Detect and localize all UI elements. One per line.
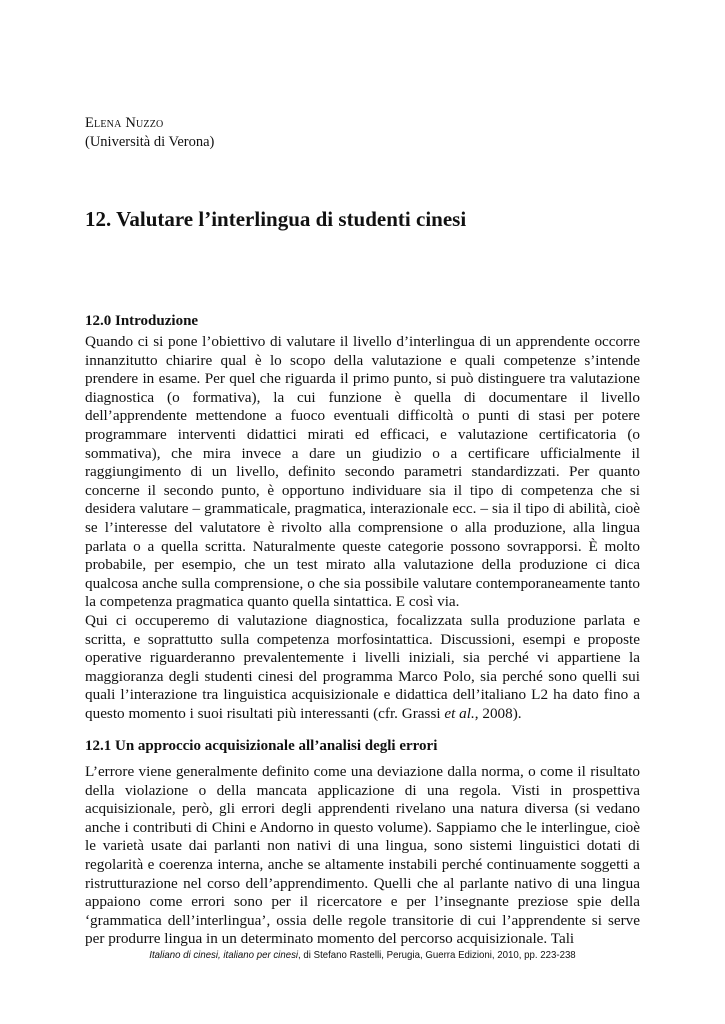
section-heading-approccio: 12.1 Un approccio acquisizionale all’analisi degli errori xyxy=(85,738,438,754)
section-body-approccio xyxy=(85,763,640,949)
paragraph: Quando ci si pone l’obiettivo di valutare il livello d’interlingua di un apprendente occorre innanzitutto chiarire qual è lo scopo della valutazione e quali competenze s’intende prendere in esame. Per quel che riguarda il primo punto, si può distinguere tra valutazione diagnostica (o formativa), la cui funzione è quella di documentare il livello dell’apprendente mettendone a fuoco eventuali difficoltà o punti di stasi per potere programmare interventi didattici mirati ed efficaci, e valutazione certificatoria (o sommativa), che mira invece a dare un giudizio o a certificare ufficialmente il raggiungimento di un livello, definito secondo parametri standardizzati. Per quanto concerne il secondo punto, è opportuno individuare sia il tipo di competenza che si desidera valutare – grammaticale, pragmatica, interazionale ecc. – sia il tipo di abilità, cioè se l’interesse del valutatore è rivolto alla comprensione o alla produzione, alla lingua parlata o a quella scritta. Naturalmente queste categorie possono sovrapporsi. È molto probabile, per esempio, che un test mirato alla valutazione della produzione ci dica qualcosa anche sulla comprensione, o che sia possibile valutare contemporaneamente tanto la competenza pragmatica quanto quella sintattica. E così via. xyxy=(85,333,640,611)
author-block xyxy=(85,114,214,152)
footer-book-title: Italiano di cinesi, italiano per cinesi xyxy=(149,949,299,961)
paragraph: L’errore viene generalmente definito come una deviazione dalla norma, o come il risultato della violazione o della mancata applicazione di una regola. Visti in prospettiva acquisizionale, però, gli errori degli apprendenti rivelano una natura diversa (si vedano anche i contributi di Chini e Andorno in questo volume). Sappiamo che le interlingue, cioè le varietà usate dai parlanti non nativi di una lingua, sono sistemi linguistici dotati di regolarità e coerenza interna, anche se altamente instabili perché continuamente soggetti a ristrutturazione nel corso dell’apprendimento. Quelli che al parlante nativo di una lingua appaiono come errori sono per il ricercatore e per l’insegnante preziose spie della ‘grammatica dell’interlingua’, ossia delle regole transitorie di cui l’apprendente si serve per produrre lingua in un determinato momento del percorso acquisizionale. Tali xyxy=(85,763,640,948)
chapter-title: 12. Valutare l’interlingua di studenti cinesi xyxy=(85,207,467,231)
page-footer xyxy=(29,948,696,962)
section-body-introduzione xyxy=(85,333,640,723)
footer-citation: , di Stefano Rastelli, Perugia, Guerra Edizioni, 2010, pp. 223-238 xyxy=(298,949,576,961)
paragraph xyxy=(85,612,640,724)
citation-em: et al. xyxy=(444,704,475,722)
section-heading-introduzione: 12.0 Introduzione xyxy=(85,313,199,329)
paragraph-text: , 2008). xyxy=(474,704,522,722)
author-name: Elena Nuzzo xyxy=(85,115,164,131)
author-affiliation: (Università di Verona) xyxy=(85,134,215,150)
paragraph-text: Qui ci occuperemo di valutazione diagnostica, focalizzata sulla produzione parlata e scritta, e soprattutto sulla competenza morfosintattica. Discussioni, esempi e proposte operative riguarderanno prevalentemente i livelli iniziali, sia perché vi appartiene la maggioranza degli studenti cinesi del programma Marco Polo, sia perché sono quelli sui quali l’interazione tra linguistica acquisizionale e didattica dell’italiano L2 ha dato fino a questo momento i suoi risultati più interessanti (cfr. Grassi xyxy=(85,611,640,722)
